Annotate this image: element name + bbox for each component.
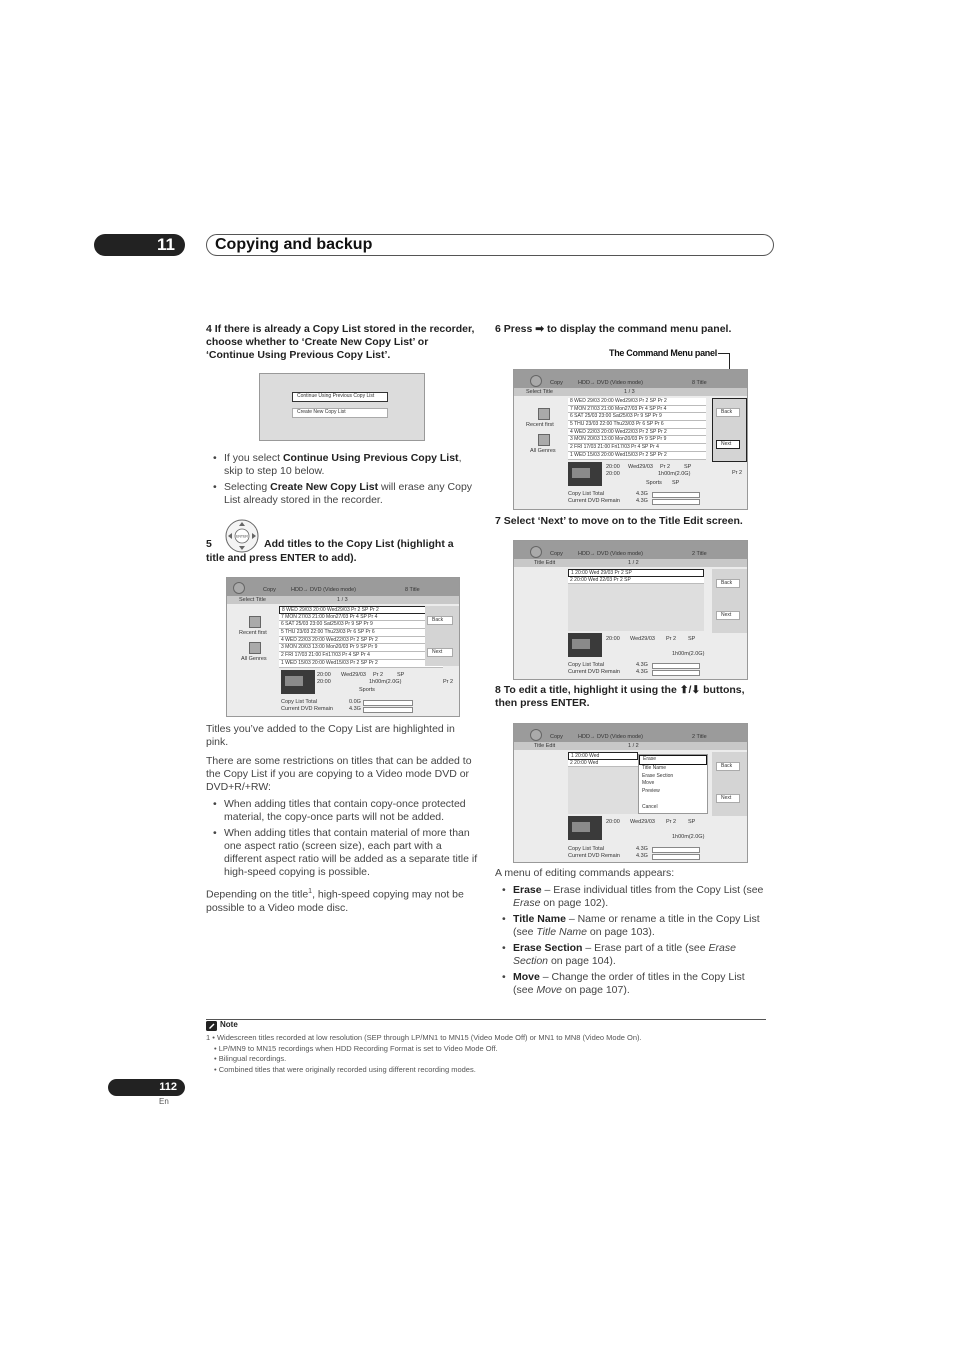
- create-new-option[interactable]: Create New Copy List: [292, 408, 388, 418]
- info-duration: 1h00m(2.0G): [369, 679, 402, 685]
- table-row[interactable]: 2 20:00 Wed 22/03 Pr 2 SP: [568, 577, 704, 585]
- total-meter: [652, 847, 700, 853]
- info-genre: Sports: [646, 480, 662, 486]
- remain-meter: [363, 707, 413, 713]
- list-item: • Erase – Erase individual titles from the Copy List (see Erase on page 102).: [495, 884, 767, 910]
- step8-heading: 8 To edit a title, highlight it using the ⬆/⬇ buttons, then press ENTER.: [495, 684, 745, 709]
- title-list: [568, 398, 706, 460]
- menu-item-cancel[interactable]: Cancel: [642, 803, 658, 810]
- table-row[interactable]: 1 WED 15/03 20:00 Wed15/03 Pr 2 SP Pr 2: [568, 452, 706, 460]
- paragraph: There are some restrictions on titles that can be added to the Copy List if you are copying to a Video mode DVD or DVD+R/+RW:: [206, 755, 472, 793]
- page-indicator: 1 / 2: [628, 560, 639, 566]
- screen-title: Copy: [550, 551, 563, 557]
- info-date: Wed29/03: [630, 636, 655, 642]
- list-item: • Title Name – Name or rename a title in the Copy List (see Title Name on page 103).: [495, 913, 767, 939]
- screen-count: 8 Title: [692, 380, 707, 386]
- title-thumbnail: [568, 633, 602, 657]
- chapter-title: Copying and backup: [206, 234, 774, 256]
- total-value: 4.3G: [636, 662, 648, 668]
- genre-label[interactable]: All Genres: [241, 656, 267, 662]
- step5-number: 5: [206, 538, 212, 550]
- total-value: 4.3G: [636, 846, 648, 852]
- remain-value: 4.3G: [636, 498, 648, 504]
- note-icon: [206, 1021, 217, 1031]
- step5-heading-a: Add titles to the Copy List (highlight a: [264, 538, 454, 550]
- menu-item-erase[interactable]: Erase: [639, 755, 707, 765]
- disc-icon: [233, 582, 245, 594]
- screen-subtitle: Title Edit: [534, 743, 556, 749]
- back-button[interactable]: Back: [716, 579, 740, 588]
- menu-item-move[interactable]: Move: [642, 780, 655, 787]
- info-time: 20:00: [317, 672, 331, 678]
- paragraph: Depending on the title$^1$, high-speed copying may not be possible to a Video mode disc.: [206, 888, 464, 914]
- back-button[interactable]: Back: [716, 762, 740, 771]
- title-thumbnail: [568, 816, 602, 840]
- remain-meter: [652, 499, 700, 505]
- edit-command-menu: [638, 754, 708, 814]
- chapter-number: 11: [157, 235, 175, 254]
- screen-title: Copy: [550, 380, 563, 386]
- next-button[interactable]: Next: [716, 794, 740, 803]
- table-row[interactable]: 8 WED 29/03 20:00 Wed29/03 Pr 2 SP Pr 2: [568, 398, 706, 406]
- info-time: 20:00: [606, 819, 620, 825]
- total-label: Copy List Total: [568, 846, 604, 852]
- info-pr: Pr 2: [666, 819, 677, 825]
- table-row[interactable]: 5 THU 23/03 22:00 Thu23/03 Pr 6 SP Pr 6: [568, 421, 706, 429]
- info-time: 20:00: [606, 464, 620, 470]
- step4-heading: 4 If there is already a Copy List stored in the recorder, choose whether to ‘Create New Copy List’ or ‘Continue Using Previous Copy List’.: [206, 323, 475, 361]
- info-time2: 20:00: [317, 679, 331, 685]
- screen-subtitle: Select Title: [239, 597, 266, 603]
- remain-meter: [652, 670, 700, 676]
- info-mode2: SP: [672, 480, 680, 486]
- screen-route: HDD→ DVD (Video mode): [578, 380, 644, 386]
- next-button[interactable]: Next: [716, 611, 740, 620]
- info-channel: Pr 2: [732, 470, 743, 476]
- table-row[interactable]: 5 THU 23/03 22:00 Thu23/03 Pr 6 SP Pr 6: [279, 629, 443, 637]
- info-duration: 1h00m(2.0G): [658, 471, 691, 477]
- note-divider: [206, 1019, 766, 1020]
- info-mode: SP: [688, 819, 696, 825]
- disc-icon: [530, 546, 542, 558]
- table-row[interactable]: 3 MON 20/03 13:00 Mon20/03 Pr 9 SP Pr 9: [568, 436, 706, 444]
- total-label: Copy List Total: [568, 662, 604, 668]
- step4-bullet1: • If you select Continue Using Previous Copy List, skip to step 10 below.: [206, 452, 478, 478]
- paragraph: Titles you’ve added to the Copy List are highlighted in pink.: [206, 723, 455, 748]
- screen-route: HDD→ DVD (Video mode): [578, 734, 644, 740]
- step7-heading: 7 Select ‘Next’ to move on to the Title Edit screen.: [495, 515, 743, 527]
- screen-subtitle: Select Title: [526, 389, 553, 395]
- table-row[interactable]: 6 SAT 25/03 23:00 Sat25/03 Pr 9 SP Pr 9: [279, 621, 443, 629]
- screen-title: Copy: [263, 587, 276, 593]
- step6-heading: 6 Press ➡ to display the command menu panel.: [495, 323, 732, 335]
- info-duration: 1h00m(2.0G): [672, 651, 705, 657]
- note-line: • Bilingual recordings.: [214, 1054, 287, 1063]
- menu-item-spacer: [639, 796, 707, 804]
- screen-count: 2 Title: [692, 734, 707, 740]
- remain-label: Current DVD Remain: [568, 669, 620, 675]
- total-label: Copy List Total: [281, 699, 317, 705]
- remain-label: Current DVD Remain: [281, 706, 333, 712]
- title-edit-menu-screen: [513, 723, 748, 863]
- table-row[interactable]: 3 MON 20/03 13:00 Mon20/03 Pr 9 SP Pr 9: [279, 644, 443, 652]
- page-indicator: 1 / 3: [337, 597, 348, 603]
- restriction-bullets: [206, 798, 478, 879]
- info-mode: SP: [684, 464, 692, 470]
- total-meter: [652, 492, 700, 498]
- info-channel: Pr 2: [443, 679, 454, 685]
- screen-count: 2 Title: [692, 551, 707, 557]
- title-list: [279, 606, 443, 668]
- recent-icon: [249, 616, 261, 628]
- title-thumbnail: [568, 462, 602, 486]
- step4-bullets: [206, 452, 478, 510]
- info-date: Wed29/03: [628, 464, 653, 470]
- step4-bullet2: • Selecting Create New Copy List will erase any Copy List already stored in the recorder.: [206, 481, 478, 507]
- table-row[interactable]: 1 20:00 Wed 29/03 Pr 2 SP: [568, 569, 704, 577]
- menu-item-erase-section[interactable]: Erase Section: [642, 772, 674, 779]
- next-button[interactable]: Next: [716, 440, 740, 449]
- info-pr: Pr 2: [666, 636, 677, 642]
- info-mode: SP: [397, 672, 405, 678]
- commands-list: [495, 884, 767, 997]
- table-row[interactable]: 1 20:00 Wed: [568, 752, 638, 760]
- chapter-number-tab: [94, 234, 185, 256]
- step5-heading-b: title and press ENTER to add).: [206, 552, 357, 564]
- remain-value: 4.3G: [349, 706, 361, 712]
- table-row[interactable]: 1 WED 15/03 20:00 Wed15/03 Pr 2 SP Pr 2: [279, 660, 443, 668]
- list-item: • Erase Section – Erase part of a title (see Erase Section on page 104).: [495, 942, 767, 968]
- page-number-tab: [108, 1079, 185, 1096]
- back-button[interactable]: Back: [716, 408, 740, 417]
- table-row[interactable]: 2 FRI 17/03 21:00 Fri17/03 Pr 4 SP Pr 4: [568, 444, 706, 452]
- table-row[interactable]: 2 20:00 Wed: [568, 760, 638, 768]
- remain-value: 4.3G: [636, 853, 648, 859]
- note-line: • Combined titles that were originally recorded using different recording modes.: [214, 1064, 476, 1074]
- note-line: • LP/MN9 to MN15 recordings when HDD Recording Format is set to Video Mode Off.: [214, 1043, 498, 1053]
- table-row[interactable]: 2 FRI 17/03 21:00 Fri17/03 Pr 4 SP Pr 4: [279, 652, 443, 660]
- info-pr: Pr 2: [373, 672, 384, 678]
- genre-label[interactable]: All Genres: [530, 448, 556, 454]
- info-pr: Pr 2: [660, 464, 671, 470]
- list-item: • When adding titles that contain material of more than one aspect ratio (screen size), each part with a different aspect ratio will be added as a separate title if high-speed copying is possible.: [206, 827, 478, 879]
- continue-previous-option[interactable]: Continue Using Previous Copy List: [292, 392, 388, 402]
- back-button[interactable]: Back: [427, 616, 453, 625]
- list-item: • Move – Change the order of titles in the Copy List (see Move on page 107).: [495, 971, 767, 997]
- table-row[interactable]: 6 SAT 25/03 23:00 Sat25/03 Pr 9 SP Pr 9: [568, 413, 706, 421]
- dial-enter-label: ENTER: [236, 534, 248, 539]
- table-row[interactable]: 4 WED 22/03 20:00 Wed22/03 Pr 2 SP Pr 2: [568, 429, 706, 437]
- info-time: 20:00: [606, 636, 620, 642]
- total-meter: [363, 700, 413, 706]
- total-meter: [652, 663, 700, 669]
- screen-count: 8 Title: [405, 587, 420, 593]
- screen-route: HDD→ DVD (Video mode): [291, 587, 357, 593]
- title-list: [568, 752, 638, 814]
- table-row[interactable]: 4 WED 22/03 20:00 Wed22/03 Pr 2 SP Pr 2: [279, 637, 443, 645]
- disc-icon: [530, 375, 542, 387]
- total-label: Copy List Total: [568, 491, 604, 497]
- remote-dial-icon: [224, 518, 260, 554]
- table-row[interactable]: 7 MON 27/03 21:00 Mon27/03 Pr 4 SP Pr 4: [568, 406, 706, 414]
- note-body: [206, 1033, 766, 1075]
- next-button[interactable]: Next: [427, 648, 453, 657]
- title-list: [568, 569, 704, 631]
- info-date: Wed29/03: [341, 672, 366, 678]
- sort-recent-label[interactable]: Recent first: [239, 630, 267, 636]
- disc-icon: [530, 729, 542, 741]
- menu-item-preview[interactable]: Preview: [642, 788, 660, 795]
- list-item: • When adding titles that contain copy-once protected material, the copy-once parts will not be added.: [206, 798, 478, 824]
- info-date: Wed29/03: [630, 819, 655, 825]
- select-title-screen: [226, 577, 460, 717]
- genre-icon: [538, 434, 550, 446]
- menu-item-title-name[interactable]: Title Name: [642, 764, 666, 771]
- total-value: 4.3G: [636, 491, 648, 497]
- genre-icon: [249, 642, 261, 654]
- commands-intro: A menu of editing commands appears:: [495, 867, 675, 879]
- table-row[interactable]: 7 MON 27/03 21:00 Mon27/03 Pr 4 SP Pr 4: [279, 614, 443, 622]
- info-genre: Sports: [359, 687, 375, 693]
- note-title: Note: [220, 1020, 238, 1029]
- select-title-screen-command: [513, 369, 748, 510]
- screen-subtitle: Title Edit: [534, 560, 556, 566]
- info-mode: SP: [688, 636, 696, 642]
- screen-route: HDD→ DVD (Video mode): [578, 551, 644, 557]
- info-duration: 1h00m(2.0G): [672, 834, 705, 840]
- remain-label: Current DVD Remain: [568, 853, 620, 859]
- command-menu-callout: The Command Menu panel: [609, 348, 717, 358]
- title-edit-screen: [513, 540, 748, 680]
- copy-list-choice-screen: [259, 373, 425, 441]
- table-row[interactable]: 8 WED 29/03 20:00 Wed29/03 Pr 2 SP Pr 2: [279, 606, 443, 614]
- title-thumbnail: [281, 670, 315, 694]
- left-body: [206, 723, 478, 915]
- language-code: En: [159, 1097, 169, 1106]
- page-indicator: 1 / 2: [628, 743, 639, 749]
- page-indicator: 1 / 3: [624, 389, 635, 395]
- remain-value: 4.3G: [636, 669, 648, 675]
- info-time2: 20:00: [606, 471, 620, 477]
- remain-meter: [652, 854, 700, 860]
- total-value: 0.0G: [349, 699, 361, 705]
- note-line: 1 • Widescreen titles recorded at low resolution (SEP through LP/MN1 to MN15 (Video Mode Off) or MN1 to MN8 (Video Mode On).: [206, 1033, 642, 1042]
- recent-icon: [538, 408, 550, 420]
- sort-recent-label[interactable]: Recent first: [526, 422, 554, 428]
- page-number: 112: [159, 1081, 177, 1093]
- remain-label: Current DVD Remain: [568, 498, 620, 504]
- screen-title: Copy: [550, 734, 563, 740]
- editing-commands: [495, 867, 767, 1000]
